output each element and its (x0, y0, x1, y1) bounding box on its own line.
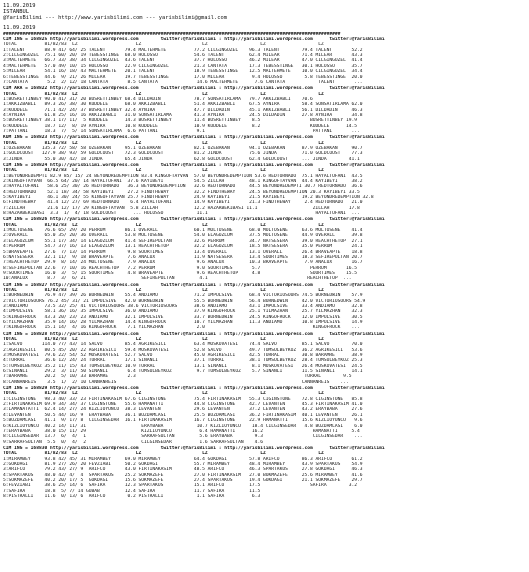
race-row-line: 4:AYNIRA 61.8 25/ 16/ 16 AKKIZBABLI 31.0 SONSATIRLAMA 41.3 AYNIRA 24.5 DILDADIN 27.8 AYNIRA 34.8 (3, 112, 363, 118)
race-section (3, 283, 529, 331)
bulletin-date-repeat: 11.09.2019 (3, 24, 36, 31)
race-row-line: 5:KINGOFROCK 43.3 20/ 23/ 23 ANDIAMO 32.1 IMPULSIVE 33.7 BURNEDWIN 24.5 KINGOFROCK 12.0 IMPULSIVE 30.5 (3, 314, 363, 320)
race-row-line: 3:LAMANATATTI 62.4 14/ 27/ 24 KIZLIOYUNCU 38.3 LEVANTEN 29.6 LEVANTEN 37.2 LEVANTEN 43.2 ERAYBABA 27.6 (3, 407, 363, 413)
race-row-line: 2:VICTORIOSOURS 76.2 45/ 31/ 21 IMPULSIVE 42.0 BURNEDWIN 55.5 BURNEDWIN 56.4 BURNEDWIN 42.0 VICTORIOSOURS 54.9 (3, 298, 366, 304)
race-row-line: 8:PISTRALLI 11.6 0/ 13/ 6 ARIFCO 0.2 PISTRALLI 1.1 SAFIRA 6.3 (3, 493, 261, 499)
race-row-line: 3:ELAGOZLUM 55.1 17/ 34/ 14 ELAGOZLUM 41.4 SEFIREPULTAN 32.6 PERRUM 34.7 NATSESERA 39.0 REACHTHETOP 27.1 (3, 238, 363, 244)
race-row-line: 3:ANDIAMO 73.5 32/ 25/ 41 VICTORIOSOURS 38.6 VICTORIOSOURS 38.6 ANDIAMO 43.1 IMPULSIVE 33.4 ANDIAMO 32.8 (3, 303, 363, 309)
race-row-line: 2:AGRIKESICI 80.5 45/ 20/ 22 AGRIKESICI 59.4 MOSKOVATESI 52.8 SALVO 49.7 TUMSULBEYKOZ 36.2 AGRIKESICI 53.6 (3, 347, 363, 353)
race-row-line: 2:GOKDAGI 81.9 27/ 26/ 20 FEVZIABI 50.2 GOKDAGI 55.7 MIRAMBEY 48.4 MIRAMBEY 43.9 SPARTAKUS 54.9 (3, 461, 363, 467)
race-row-line: TOTAL 81/82/83 LZ LZ LZ LZ LZ (3, 91, 324, 97)
race-row-line: 3:ARIFCO 79.2 43/ 27/ 9 ARIFCO 43.0 FIRTINAKASIM 48.5 ARIFCO 46.3 SPARTAKUS 27.8 GOKDAGI 46.3 (3, 467, 363, 473)
race-row-line: 5:BUSRETTINBEY 38.1 17/ 11/ 5 KUDDELE 14.3 BUSRETTINBEY 11.4 BUSRETTINBEY 8.5 BUSRETTINBEY 19.9 (3, 118, 358, 124)
race-row-line: 1:BUSRETTINBEY 90.0 41/ 31/ 20 BUSRETTINBEY 68.4 DILDADIN 78.7 SONSATIRLAMA 79.7 AKKIZBABLI 70.6 (3, 96, 313, 102)
race-row-line: 2:OVERALL 65.0 35/ 20/ 36 OVERALL 53.8 MOLTOSENE 54.0 ELAGOZLUM 37.5 MOLTOSENE 44.9 OVERALL 39.8 (3, 233, 363, 239)
race-row-line: 4:MALTEHMETE 57.0 49/ 10/ 15 HOLOSSO 22.9 CILGINGUZEL 21.3 CANTATA 17.3 TEBESSTINGE 30.1 HOLOSSO 35.7 (3, 63, 363, 69)
race-row-line: 7:CANTATA 5.2 2/ 12/ 18 CANTATA 8.5 CANTATA 14.6 MALTEHMETE 7.6 CANTATA TALENT ... (3, 79, 363, 85)
race-section (3, 386, 529, 445)
race-row-line: 8:HAZARBEKIBASI 3.3 1/ 4/ 18 GOLDCOUST ... HOLOSSO 11.1 HAYALTUFANI ... (3, 211, 360, 217)
race-header-line: CIM ING = 168824 http://yarisbilimi.wordpress.com twitter:@YarisBilimi : http://yarisbilimi.wordpress.com twitter:@YarisBilimi (3, 163, 385, 168)
race-row-line: 4:REDTORNADO 52.1 18/ 34/ 58 KAYIBEYI 27.2 FINDTHEWAY 32.2 FINDTHEWAY 24.5 BEYONDREDEMPTION 20.3 KAYIBEYI 33.5 (3, 189, 360, 195)
race-row-line: 5:SOKMAZEFE 40.2 20/ 17/ 5 GOKDAGI 15.6 SOKMAZEFE 27.4 SPARTAKUS 19.4 GOKDAGI 21.1 SOKMAZEFE 29.7 (3, 477, 363, 483)
race-row-line: 1:OZEBAKAN 135.3 72/ 58/ 58 OZEBAKAN 95.1 OZEBAKAN 82.1 OZEBAKAN 94.1 OZEBAKAN 87.9 OZEBAKAN 90.7 (3, 145, 363, 151)
race-header-line: CIM ING = 168826 http://yarisbilimi.wordpress.com twitter:@YarisBilimi : http://yarisbilimi.wordpress.com twitter:@YarisBilimi (3, 217, 385, 223)
race-row-line: 1:AKKIZBABLI 89.3 26/ 38/ 30 KUDDELE 68.0 AKKIZBABLI 51.4 AKKIZBABLI 67.5 AYNIRA 58.4 SONSATIRLAMA 62.0 (3, 102, 363, 108)
bulletin-city: İSTANBUL (3, 9, 29, 16)
race-row-line: 9:SOURTIMES 16.0 3/ 5/ 15 SOURTIMES 4.8 BRAVEAPTE 9.6 REACHTHETOP 4.8 SOURTIMES 15.5 (3, 270, 358, 276)
race-row-line: 4:LEVANTEN 50.5 44/ 16/ 9 ERAYBABA 36.1 BUZDAMLASI 25.5 BUZDAMLASI 36.2 FIRTINAKASIM 40.1 LEVANTEN 26.1 (3, 412, 363, 418)
race-row-line: 3:JINDA 55.0 30/ 42/ 18 JINDA 65.4 JINDA 62.8 GOLDCOUST 62.4 GOLDCOUST ... JINDA 41.1 (3, 156, 360, 162)
race-row-line: 8:CANNANREIS 3.5 1/ 2/ 10 CANNANREIS CANNANREIS ... (3, 379, 349, 385)
race-section (3, 135, 529, 162)
bulletin-date: 11.09.2019 (3, 3, 36, 9)
race-row-line: 4:TURRAL 36.6 12/ 24/ 24 TURRAL 17.1 SINANLI 37.1 TURRAL 38.1 TUMSULBEYKOZ 28.4 TUMSULBEYKOZ 25.3 (3, 358, 363, 364)
race-row-line: 6:YILMAZHAN 35.9 14/ 16/ 28 YILMAZHAN 14.4 KINGOFROCK 10.7 YILMAZHAN 11.3 ANDIAMO 10.8 IMPULSIVE 14.9 (3, 319, 363, 325)
race-row-line: 3:MALTEHMETE 66.7 33/ 38/ 34 CILGINGUZEL 43.6 TALENT 37.7 HOLOSSO 46.2 MILEAR 47.0 CILGINGUZEL 41.4 (3, 58, 363, 64)
race-row-line: 5:TUMSULBEYKOZ 35.2 11/ 15/ 43 TUMSULBEYKOZ 10.9 TURRAL 13.1 SINANLI 8.1 MOSKOVATESI 26.4 MOSKOVATESI 24.5 (3, 363, 363, 369)
race-row-line: 6:KUDDELE 18.7 12/ 8/ 19 AYNIRA 10.8 KUDDELE 10.9 KUDDELE 8.2 KUDDELE 14.5 (3, 123, 358, 129)
race-section (3, 86, 529, 134)
race-section (3, 446, 529, 499)
race-row-line: 7:BARAMRE 20.2 5/ 10/ 33 BARAMRE 2.3 TURRAL 9.5 (3, 374, 352, 380)
race-header-line: CIM ARA = 168822 http://yarisbilimi.wordpress.com twitter:@YarisBilimi : http://yarisbilimi.wordpress.com twitter:@YarisBilimi (3, 86, 385, 92)
race-row-line: 4:SPARTAKUS 48.0 42/ 4/ 4 SPARTAKUS 25.2 SOKMAZEFE 27.0 FIRTINAKASIM 27.0 BOKMAZEFE 25.6 MIRAMBEY 41.6 (3, 472, 363, 478)
race-row-line: 8:CILGINSEDAR 13.7 6/ 4/ 1 SARRAFSULTAN 5.6 ERAYBABA 9.3 CILGINSEDAR ... (3, 434, 363, 440)
separator-line: ########################################################################################################################## (3, 31, 341, 37)
race-row-line: 5:KAYIBEYI 46.1 30/ 24/ 55 KINGOFTAYVAN 25.7 FINDTHEWAY 24.9 KAYIBEYI 21.5 KAYIBEYI 19.2 BEYONDREDEMPTION 32.8 (3, 195, 374, 201)
race-row-line: 6:SINANLI 29.2 3/ 11/ 50 SINANLI 6.4 TUMSULBEYKOZ 9.7 TUMSULBEYKOZ 5.7 SINANLI 11.5 SINANLI 14.1 (3, 369, 363, 375)
race-header-line: CIM ING = 168827 http://yarisbilimi.wordpress.com twitter:@YarisBilimi : http://yarisbilimi.wordpress.com twitter:@YarisBilimi (3, 282, 385, 288)
race-row-line: TOTAL 81/82/83 LZ LZ LZ LZ LZ (3, 42, 324, 48)
race-row-line: 3:MOSKOVATESI 79.6 22/ 54/ 52 MOSKOVATESI 52.7 SALVO 45.0 AGRIKESICI 42.5 TURRAL 30.8 BARAMRE 38.9 (3, 353, 363, 359)
race-row-line: 2:CILGINGUZEL 75.1 60/ 20/ 19 TEBESSTINGE 68.0 HOLOSSO 54.6 TALENT 62.4 MILEAR 71.4 MILEAR 43.3 (3, 53, 363, 59)
race-row-line: TOTAL 81/82/83 LZ LZ LZ LZ LZ (3, 287, 324, 293)
race-row-line: TOTAL 81/82/83 LZ LZ LZ LZ LZ (3, 391, 324, 397)
race-row-line: 4:PERRUM 54.7 37/ 16/ 13 ELAGOZLUM 13.1 REACHTHETOP 32.2 ELAGOZLUM 18.5 NATSESERA 35.0 PERRUM 24.1 (3, 244, 363, 250)
race-row-line: 7:REACHTHETOP 29.9 8/ 14/ 24 MOLTOSENE 7.9 ANALUX 9.6 ANALUX 10.3 BRAVEAPTE 7.9 ANALUX 16.7 (3, 260, 363, 266)
race-row-line: 2:KINGOFTAYVAN 66.5 64/ 20/ 14 HAYALTUFANI 37.6 KAYIBEYI 54.5 ZILLAH 48.1 KINGOFTAYVAN 44.4 KAYIBEYI 38.2 (3, 179, 363, 185)
race-row-line: 6:NATSESERA 32.1 11/ 9/ 18 BRAVEAPTE 7.6 ANALUX 11.9 NATSESERA 13.4 SOURTIMES 18.3 SEFIREPULTAN 20.7 (3, 254, 363, 260)
race-row-line: TOTAL 81/82/83 LZ LZ LZ LZ LZ (3, 222, 324, 228)
race-row-line: 7:SAFIRA 18.8 5/ 7/ 14 GUBAB 12.4 SAFIRA 11.7 SAFIRA 11.5 (3, 488, 261, 494)
race-header-line: CIM ING = 168828 http://yarisbilimi.wordpress.com twitter:@YarisBilimi : http://yarisbilimi.wordpress.com twitter:@YarisBilimi (3, 331, 385, 337)
race-row-line: 3:HAYALTUFANI 58.6 25/ 30/ 26 REDTORNADO 36.3 BEYONDREDEMPTION 32.6 REDTORNADO 44.5 BEYONDREDEMPTI 30.7 REDTORNADO 36.6 (3, 184, 363, 190)
race-row-line: 8:SEFIREPULTAN 22.6 7/ 10/ 16 REACHTHETOP 7.2 PERRUM 9.0 SOURTIMES 5.7 PERRUM 16.5 (3, 265, 358, 271)
race-row-line: 7:PATTANI 18.3 7/ 5/ 14 SONSATIRLAMA 6.6 PATTANI 9.1 PATTANI ... (3, 128, 360, 134)
race-row-line: 1:TALENT 88.9 41/ 64/ 25 TALENT 79.4 MALTEHMETE 77.2 CILGINGUZEL 96.3 TALENT 79.4 TALENT 52.2 (3, 47, 363, 53)
race-section (3, 332, 529, 385)
race-sections (3, 32, 529, 500)
race-header-line: CIM ING = 168830 http://yarisbilimi.wordpress.com twitter:@YarisBilimi : http://yarisbilimi.wordpress.com twitter:@YarisBilimi (3, 445, 385, 451)
race-section (3, 217, 529, 281)
race-row-line: 10:ANALUX 8.7 3/ 6/ 21 SEFIREPULTAN 4.1 REACHTHETOP ... (3, 276, 352, 282)
race-row-line: 4:IMPULSIVE 58.1 36/ 16/ 35 IMPULSIVE 36.0 ANDIAMO 37.9 KINGOFROCK 25.1 YILMAZHAN 25.7 YILMAZHAN 32.3 (3, 309, 363, 315)
race-row-line: 5:BRAVEAPTE 27.6 7/ 13/ 14 PERRUM 9.8 SOURTIMES 13.4 OVERALL 13.1 OVERALL 26.4 BRAVEAPTE 18.8 (3, 249, 363, 255)
race-row-line: 1:SALVO 114.0 77/ 43/ 14 SALVO 85.4 AGRIKESICI 63.4 MOSKOVATESI 74.4 SALVO 85.1 SALVO 70.0 (3, 342, 363, 348)
race-row-line: 2:FIRTINAKASIM 69.9 34/ 34/ 37 CIGINSTONE 55.6 HAMANATTI 44.8 CIGINSTONE 42.7 LEVANTEN 45.3 FIRTINAKASIM 41.0 (3, 402, 363, 408)
race-row-line: TOTAL 81/82/83 LZ LZ LZ LZ LZ (3, 451, 324, 457)
race-row-line: 9:SARRAFSULTAN 5.5 0/ 4/ 2 CILGINSEDAR 1.6 SARRAFSULTAN 4.6 (3, 439, 263, 445)
race-row-line: 1:GOLDCOUST 127.9 38/ 93/ 59 GOLDCOUST 72.3 GOLDCOUST 81.2 JINDA 75.6 JINDA 71.0 GOLDCOUST 77.3 (3, 151, 363, 157)
race-section (3, 32, 529, 85)
race-row-line: 3:KUDDELE 71.1 42/ 24/ 37 BUSRETTINBEY 32.4 AYNIRA 47.7 DILDADIN 45.1 AKKIZBABLI 56.1 DILDADIN 46.3 (3, 107, 363, 113)
race-row-line: 6:FINDTHEWAY 41.4 12/ 27/ 69 REDTORNADO 6.4 HAYALTUFANI 14.9 KAYIBEYI 21.3 FINDTHEWAY 2.4 REDTORNADO 21.0 (3, 200, 363, 206)
race-row-line: 7:ZILLAH 21.6 12/ 17/ 29 KINGOFTAYVAN 5.8 ZILLAH 12.2 HAZARBEKIBASI 11.1 ZILLAH 17.8 (3, 205, 360, 211)
race-row-line: 7:ERAYBABA 38.0 15/ 11/ 29 KIZLIOYUNCU 6.4 HAMANATTI 16.2 HAMANATTI 5.4 (3, 428, 360, 434)
race-header-line: KUM ING = 168823 http://yarisbilimi.wordpress.com twitter:@YarisBilimi : http://yarisbilimi.wordpress.com twitter:@YarisBilimi (3, 135, 385, 141)
race-row-line: 5:BUZDAMLASI 41.1 9/ 17/ 8 CILGINSEDAR 16.1 FIRTINAKASIM 16.7 CIGINSTONE 22.9 HAMANATTI 15.6 KIZLIOYUNCU 9.6 (3, 418, 363, 424)
race-row-line: 6:KIZLIOYUNCU 40.2 14/ 11/ 31 ERAYBABA 10.7 KIZLIOYUNCU 18.4 CILGINSEDAR 4.8 BUZDAMLASI 6.0 (3, 423, 363, 429)
race-row-line: 1:CIGINSTONE 98.3 40/ 33/ 23 FIRTINAKASIM 67.6 CIGINSTONE 75.4 FIRTINAKASIM 55.3 CIGINSTONE 72.8 CIGINSTONE 85.8 (3, 396, 363, 402)
race-section (3, 163, 529, 216)
race-row-line: 1:BEYONDREDEMPTI 82.9 85/ 15/ 24 BEYONDREDEMPTION 83.4 KINGOFTAYVAN 57.0 BEYONDREDEMPTION 53.6 REDTORNADO 75.1 HAYALTUFANI 43.5 (3, 173, 363, 179)
race-header-line: CIM ING = 168825 http://yarisbilimi.wordpress.com twitter:@YarisBilimi : http://yarisbilimi.wordpress.com twitter:@YarisBilimi (3, 37, 385, 43)
race-row-line: TOTAL 81/82/83 LZ LZ LZ LZ LZ (3, 140, 324, 146)
race-row-line: 1:BURNEDWIN 76.9 47/ 39/ 26 BURNEDWIN 55.4 ANDIAMO 71.2 IMPULSIVE 68.4 VICTORIOSOURS 74.5 BURNEDWIN 57.9 (3, 293, 363, 299)
race-row-line: 6:TEBESSTINGE 44.6 9/ 21/ 26 MILEAR 19.7 TEBESSTINGE 17.0 MILEAR 9.4 HOLOSSO 5.8 TEBESSTINGE 20.0 (3, 74, 363, 80)
race-row-line: 1:MIRAMBEY 93.8 42/ 45/ 31 MIRAMBEY 69.0 MIRAMBEY 64.4 GOKDAGI 57.8 ARIFCO 86.3 ARIFCO 61.2 (3, 456, 363, 462)
race-row-line: 1:MOLTOSENE 76.6 65/ 29/ 20 PERRUM 86.1 OVERALL 60.1 MOLTOSENE 68.0 MOLTOSENE 63.6 MOLTOSENE 41.4 (3, 228, 363, 234)
race-row-line: 5:MILEAR 54.1 16/ 18/ 43 MALTEHMETE 20.1 TALENT 18.9 TEBESSTINGE 12.5 MALTEHMETE 10.0 CILGINGUZEL 34.4 (3, 69, 363, 75)
race-row-line: TOTAL 81/82/83 LZ LZ LZ LZ LZ (3, 337, 324, 342)
race-header-line: CIM ING = 168829 http://yarisbilimi.wordpress.com twitter:@YarisBilimi : http://yarisbilimi.wordpress.com twitter:@YarisBilimi (3, 386, 385, 392)
race-row-line: 7:KINGOFROCK 15.1 14/ 4/ 16 KINGOFROCK 7.1 YILMAZHAN 2.0 KINGOFROCK ... (3, 325, 360, 331)
race-row-line: TOTAL 81/82/83 LZ LZ LZ LZ LZ (3, 168, 324, 174)
bulletin-credit: @YarisBilimi --- http://www.yarisbilimi.com --- yarisbilimi@gmail.com (3, 15, 227, 22)
race-row-line: 6:FEVZIABI 38.6 25/ 14/ 6 SAFIRA 12.3 SPARTAKUS 15.1 ARIFCO 17.5 SAFIRA 3.2 (3, 483, 358, 489)
